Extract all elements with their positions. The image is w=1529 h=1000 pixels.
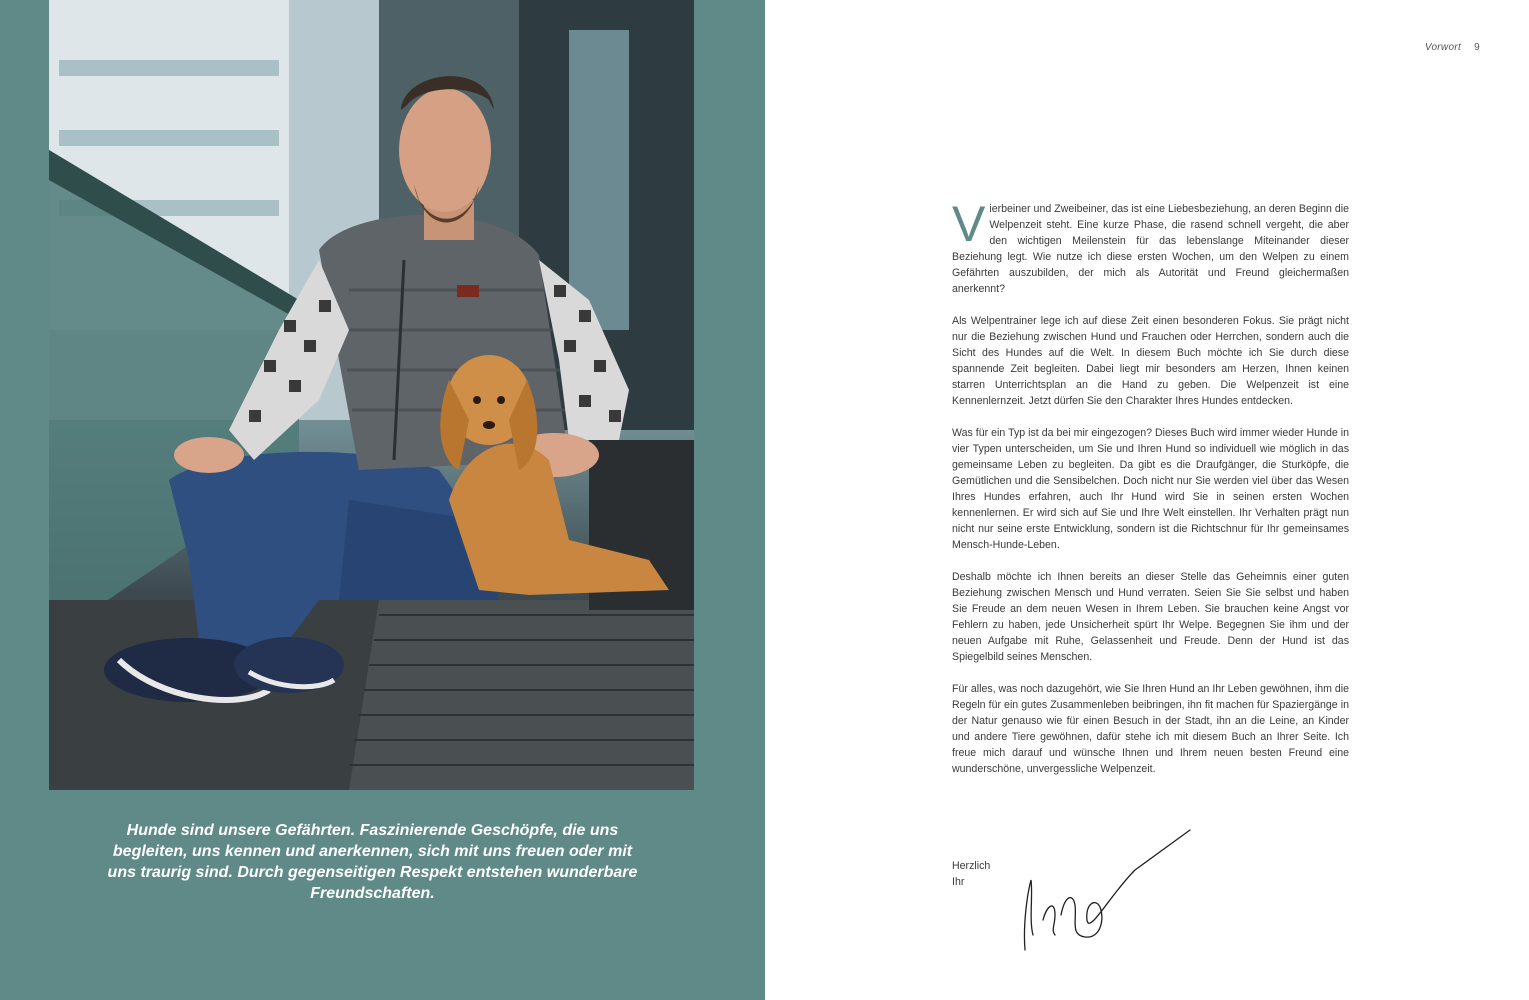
paragraph xyxy=(952,196,1349,297)
closing-line: Ihr xyxy=(952,876,965,888)
section-title: Vorwort xyxy=(1424,42,1462,53)
closing xyxy=(952,858,990,890)
foreword-text xyxy=(952,196,1349,793)
closing-line: Herzlich xyxy=(952,860,991,872)
right-page xyxy=(765,0,1529,1000)
drop-cap: V xyxy=(952,196,986,252)
page-number: 9 xyxy=(1474,42,1480,53)
paragraph: Deshalb möchte ich Ihnen bereits an dieser Stelle das Geheimnis einer guten Beziehung zwischen Mensch und Hund verraten. Seien Sie Sie selbst und haben Sie Freude an dem neuen Wesen in Ihrem Leben. Sie brauchen keine Angst vor Fehlern zu haben, jede Unsicherheit spürt Ihr Welpe. Begegnen Sie ihm und der neuen Aufgabe mit Ruhe, Gelassenheit und Freude. Denn der Hund ist das Spiegelbild seines Menschen. xyxy=(952,571,1349,663)
cover-photo xyxy=(49,0,694,790)
paragraph: Als Welpentrainer lege ich auf diese Zeit einen besonderen Fokus. Sie prägt nicht nur die Beziehung zwischen Hund und Frauchen oder Herrchen, sondern auch die Sicht des Hundes auf die Welt. In diesem Buch möchte ich Sie durch diese spannende Zeit begleiten. Dabei liegt mir besonders am Herzen, Ihnen keinen starren Unterrichtsplan an die Hand zu geben. Die Welpenzeit ist eine Kennenlernzeit. Jetzt dürfen Sie den Charakter Ihres Hundes entdecken. xyxy=(952,315,1349,407)
signature xyxy=(1015,825,1195,965)
paragraph-text: ierbeiner und Zweibeiner, das ist eine Liebesbeziehung, an deren Beginn die Welpenzeit steht. Eine kurze Phase, die rasend schnell vergeht, die aber den wichtigen Meilenstein für das lebenslange Miteinander dieser Beziehung legt. Wie nutze ich diese ersten Wochen, um den Welpen zu einem Gefährten auszubilden, der mich als Autorität und Freund gleichermaßen anerkennt? xyxy=(952,203,1349,295)
photo-illustration xyxy=(49,0,694,790)
paragraph: Was für ein Typ ist da bei mir eingezogen? Dieses Buch wird immer wieder Hunde in vier Typen unterscheiden, um Sie und Ihren Hund so individuell wie möglich in das gemeinsame Leben zu begleiten. Da gibt es die Draufgänger, die Sturköpfe, die Gemütlichen und die Sensibelchen. Doch nicht nur Sie werden viel über das Wesen Ihres Hundes erfahren, auch Ihr Hund wird Sie in seinen ersten Wochen kennenlernen. Er wird sich auf Sie und Ihre Welt einstellen. Ihr Verhalten prägt nun nicht nur seine erste Entwicklung, sondern ist die Richtschnur für Ihr gemeinsames Mensch-Hunde-Leben. xyxy=(952,427,1349,551)
paragraph: Für alles, was noch dazugehört, wie Sie Ihren Hund an Ihr Leben gewöhnen, ihm die Regeln für ein gutes Zusammenleben beibringen, ihn fit machen für Spaziergänge in der Natur genauso wie für einen Besuch in der Stadt, ihn an die Leine, an Kinder und andere Tiere gewöhnen, dafür stehe ich mit diesem Buch an Ihrer Seite. Ich freue mich darauf und wünsche Ihnen und Ihrem neuen besten Freund eine wunderschöne, unvergessliche Welpenzeit. xyxy=(952,683,1349,775)
running-head xyxy=(1425,42,1480,53)
pull-quote: Hunde sind unsere Gefährten. Faszinierende Geschöpfe, die uns begleiten, uns kennen und anerkennen, sich mit uns freuen oder mit uns traurig sind. Durch gegenseitigen Respekt entstehen wunderbare Freundschaften. xyxy=(107,822,638,902)
